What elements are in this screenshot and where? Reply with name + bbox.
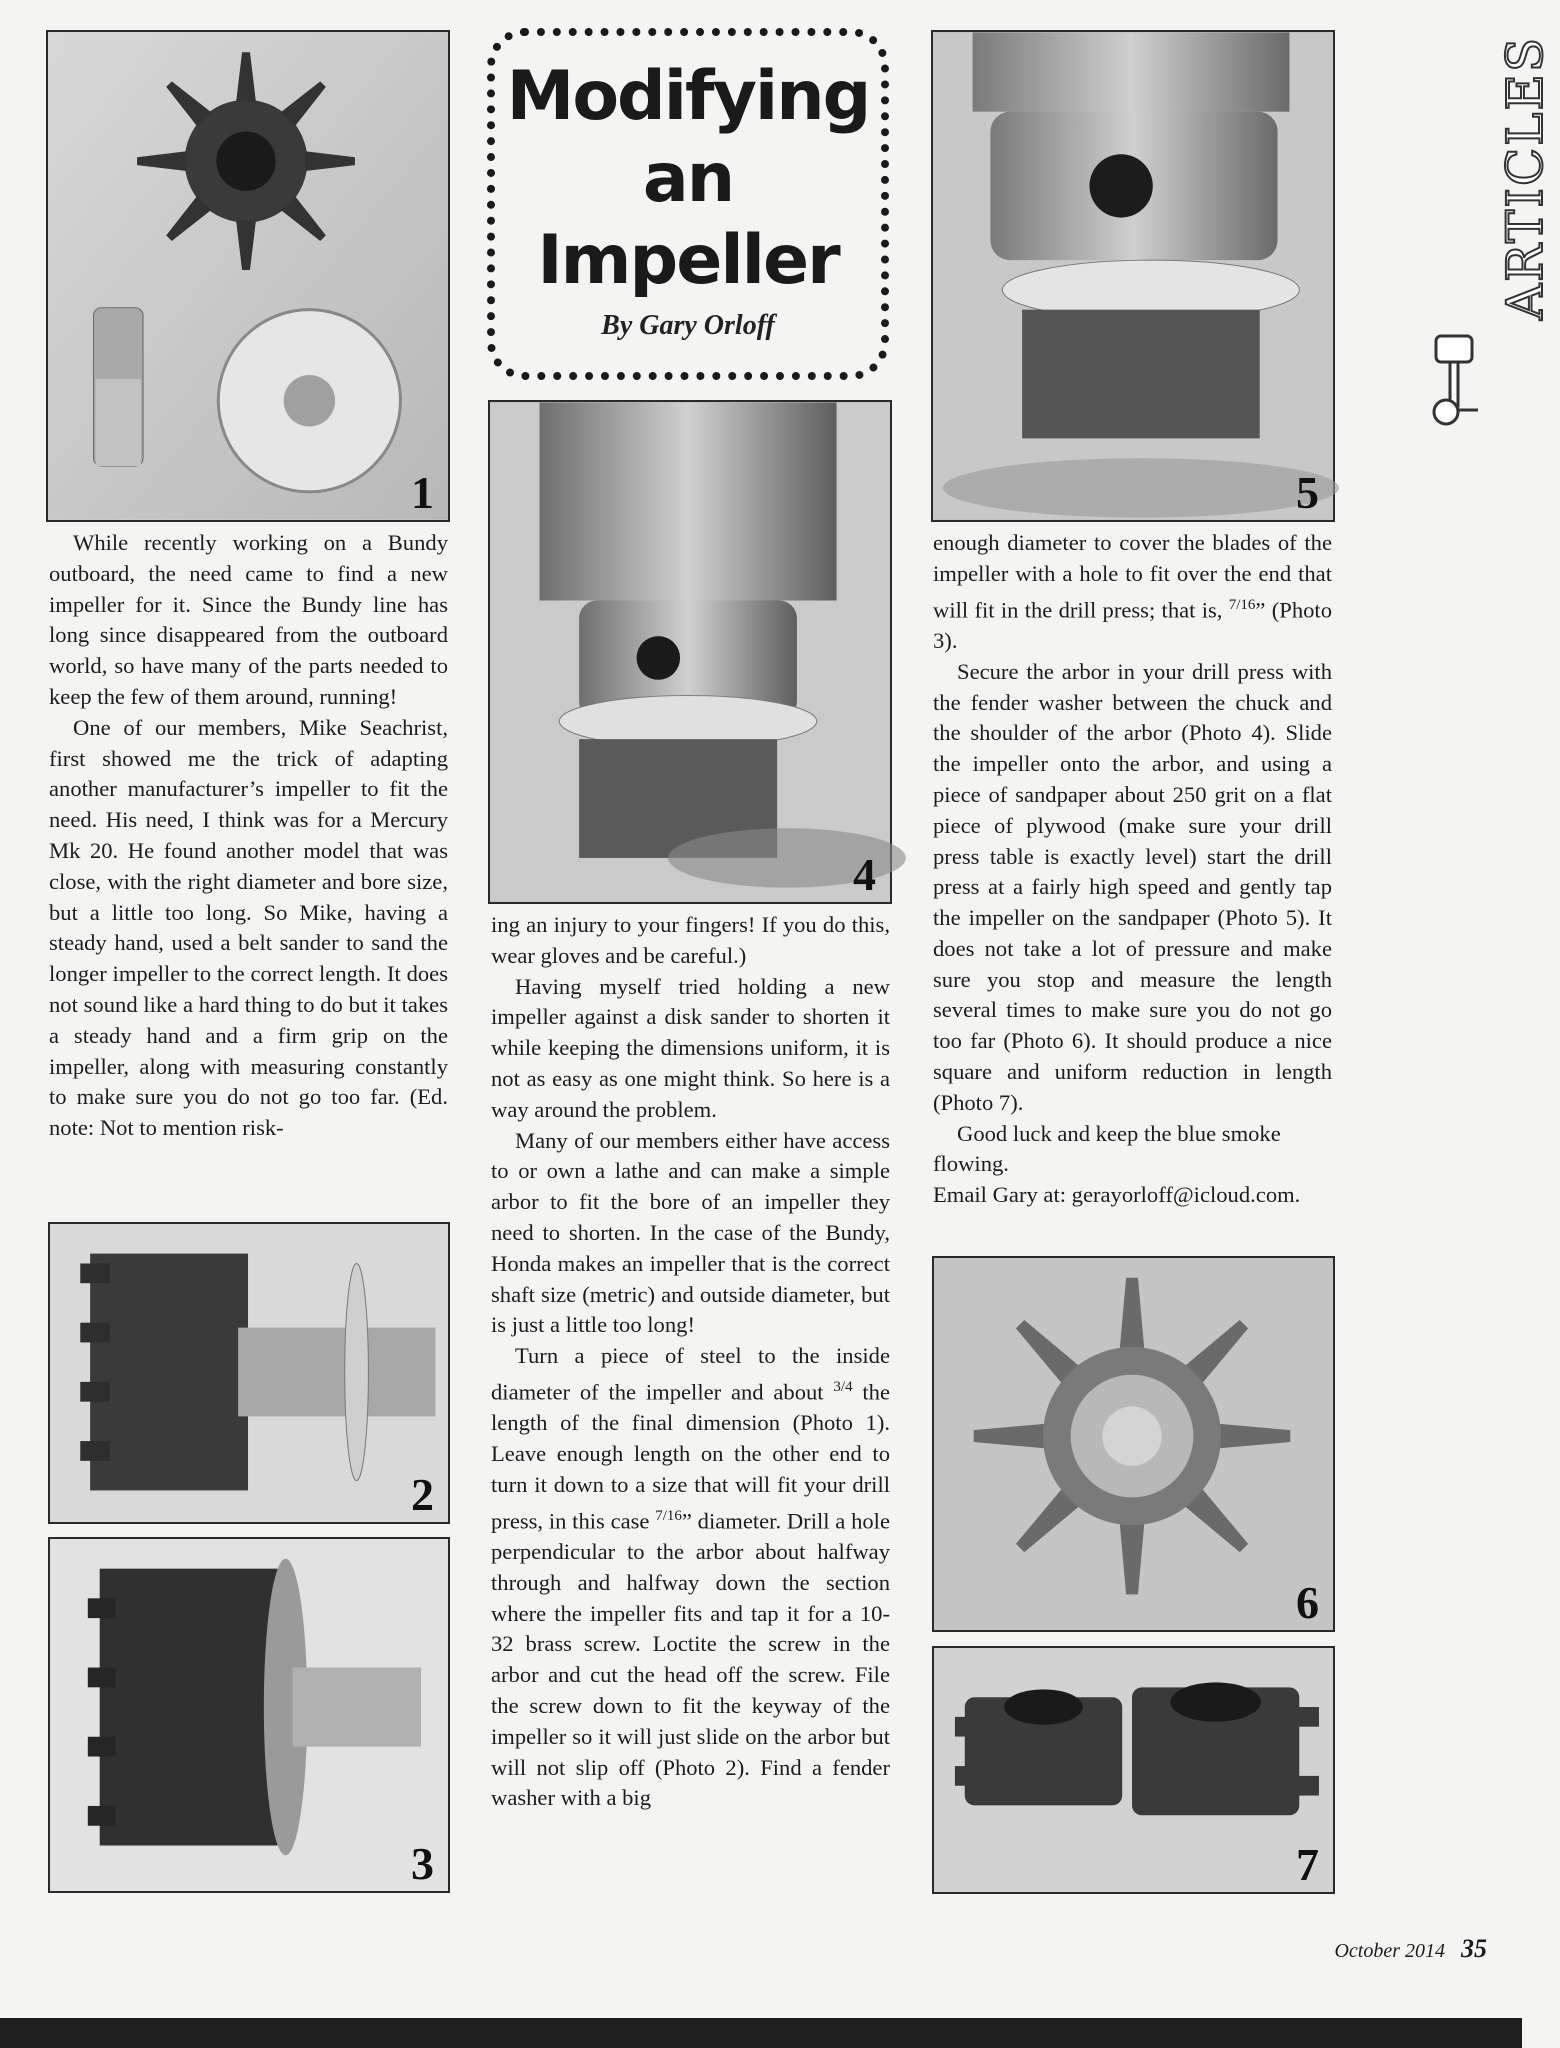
article-title xyxy=(495,56,881,302)
photo-1 xyxy=(46,30,450,522)
article-column-3 xyxy=(933,528,1332,1211)
paragraph: Many of our members either have access to or own a lathe and can make a simple arbor to fit the bore of an impeller they need to shorten. In the case of the Bundy, Honda makes an impeller that is the correct shaft size (metric) and outside diameter, but is just a little too long! xyxy=(491,1127,890,1338)
photo-number-6: 6 xyxy=(1296,1577,1319,1628)
photo-5-image xyxy=(933,32,1333,520)
photo-number-4: 4 xyxy=(853,849,876,900)
photo-5 xyxy=(931,30,1335,522)
photo-4 xyxy=(488,400,892,904)
email-line: Email Gary at: gerayorloff@icloud.com. xyxy=(933,1182,1301,1208)
paragraph: Turn a piece of steel to the inside diameter of the impeller and about $^{3/4}$ the length of the final dimension (Photo 1). Leave enough length on the other end to turn it down to a size that will fit your drill press, in this case $^{7/16}$” diameter. Drill a hole perpendicular to the arbor about halfway through and halfway down the section where the impeller fits and tap it for a 10-32 brass screw. Loctite the screw in the arbor and cut the head off the screw. File the screw down to fit the keyway of the impeller so it will just slide on the arbor but will not slip off (Photo 2). Find a fender washer with a big xyxy=(491,1343,890,1811)
paragraph: enough diameter to cover the blades of the impeller with a hole to fit over the end that will fit in the drill press; that is, $^{7/16}$” (Photo 3). xyxy=(933,530,1332,653)
title-line-1: Modifying xyxy=(506,57,870,136)
page-number: 35 xyxy=(1461,1934,1487,1963)
photo-4-image xyxy=(490,402,890,902)
photo-number-3: 3 xyxy=(411,1838,434,1889)
article-column-2 xyxy=(491,910,890,1814)
byline: By Gary Orloff xyxy=(601,310,775,341)
paragraph: Good luck and keep the blue smoke flowing. xyxy=(933,1120,1281,1177)
section-tag xyxy=(1420,35,1554,320)
paragraph: Secure the arbor in your drill press with the fender washer between the chuck and the shoulder of the arbor (Photo 4). Slide the impeller onto the arbor, and using a piece of sandpaper about 250 grit on a flat piece of plywood (make sure your drill press table is exactly level) start the drill press at a fairly high speed and gently tap the impeller on the sandpaper (Photo 5). It does not take a lot of pressure and make sure you stop and measure the length several times to make sure you do not go too far (Photo 6). It should produce a nice square and uniform reduction in length (Photo 7). xyxy=(933,658,1332,1115)
photo-3-image xyxy=(50,1539,448,1891)
page-footer xyxy=(1334,1934,1487,1964)
outboard-motor-icon xyxy=(1424,330,1484,430)
fraction: 7/16 xyxy=(655,1507,682,1524)
article-title-box xyxy=(487,28,889,380)
issue-date: October 2014 xyxy=(1334,1940,1445,1962)
photo-3 xyxy=(48,1537,450,1893)
fraction: 3/4 xyxy=(833,1378,853,1395)
title-line-3: Impeller xyxy=(537,221,839,300)
article-column-1 xyxy=(49,528,448,1144)
paragraph: Having myself tried holding a new impeller against a disk sander to shorten it while keeping the dimensions uniform, it is not as easy as one might think. So here is a way around the problem. xyxy=(491,973,890,1122)
fraction: 7/16 xyxy=(1228,596,1256,613)
paragraph: ing an injury to your fingers! If you do this, wear gloves and be careful.) xyxy=(491,912,890,968)
photo-1-image xyxy=(48,32,448,520)
title-line-2: an xyxy=(642,139,734,218)
photo-6 xyxy=(932,1256,1335,1632)
paragraph: While recently working on a Bundy outboard, the need came to find a new impeller for it. Since the Bundy line has long since disappeared from the outboard world, so have many of the parts needed to keep the few of them around, running! xyxy=(49,530,448,709)
photo-7-image xyxy=(934,1648,1333,1892)
photo-6-image xyxy=(934,1258,1333,1630)
photo-number-2: 2 xyxy=(411,1469,434,1520)
paragraph: One of our members, Mike Seachrist, first showed me the trick of adapting another manufacturer’s impeller to fit the need. His need, I think was for a Mercury Mk 20. He found another model that was close, with the right diameter and bore size, but a little too long. So Mike, having a steady hand, used a belt sander to sand the longer impeller to the correct length. It does not sound like a hard thing to do but it takes a steady hand and a firm grip on the impeller, along with measuring constantly to make sure you do not go too far. (Ed. note: Not to mention risk- xyxy=(49,714,448,1141)
photo-number-7: 7 xyxy=(1296,1839,1319,1890)
photo-7 xyxy=(932,1646,1335,1894)
photo-number-5: 5 xyxy=(1296,467,1319,518)
section-tag-label: ARTICLES xyxy=(1496,35,1554,320)
scan-edge-bar xyxy=(0,2018,1522,2048)
photo-2-image xyxy=(50,1224,448,1522)
photo-2 xyxy=(48,1222,450,1524)
photo-number-1: 1 xyxy=(411,467,434,518)
